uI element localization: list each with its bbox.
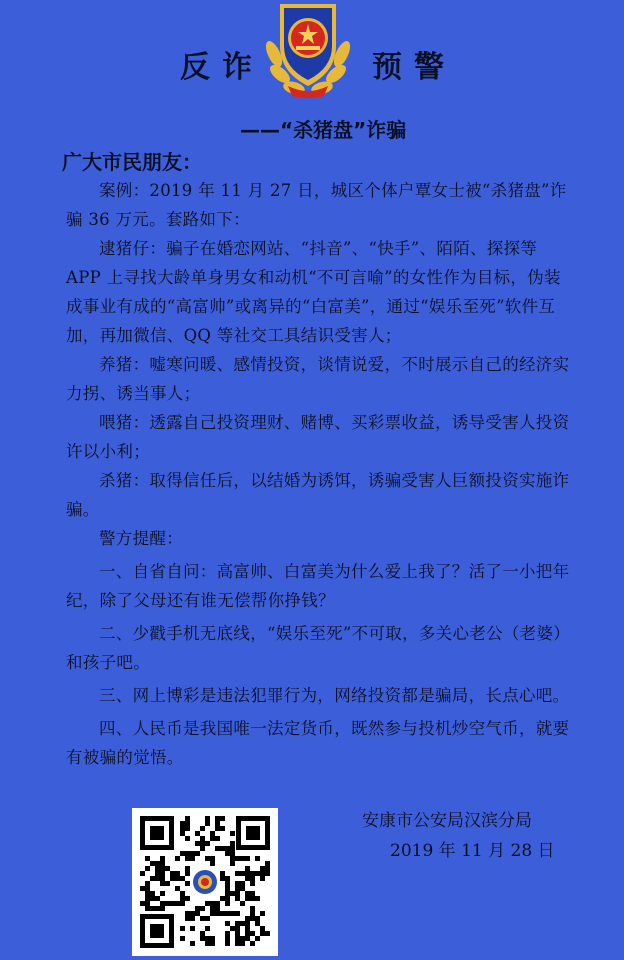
reminder-1: 一、自省自问：高富帅、白富美为什么爱上我了？活了一小把年纪，除了父母还有谁无偿帮你挣钱？ [66, 562, 570, 610]
step-catch-paragraph: 逮猪仔：骗子在婚恋网站、“抖音”、“快手”、陌陌、探探等 APP 上寻找大龄单身男女和动机“不可言喻”的女性作为目标，伪装成事业有成的“高富帅”或离异的“白富美”，通过“娱乐至死”软件互加，再加微信、QQ 等社交工具结识受害人； [66, 239, 561, 345]
step-kill-paragraph: 杀猪：取得信任后，以结婚为诱饵，诱骗受害人巨额投资实施诈骗。 [66, 471, 570, 519]
signature-org: 安康市公安局汉滨分局 [362, 811, 532, 831]
police-badge-icon [193, 870, 217, 894]
signature-date: 2019 年 11 月 28 日 [390, 841, 555, 861]
qr-code[interactable] [132, 808, 278, 956]
header [0, 0, 624, 100]
title-right: 预警 [372, 50, 456, 85]
body-text [66, 176, 572, 772]
police-emblem-icon [262, 0, 354, 100]
reminder-2: 二、少戳手机无底线，“娱乐至死”不可取，多关心老公（老婆）和孩子吧。 [66, 624, 571, 672]
step-raise-paragraph: 养猪：嘘寒问暖、感情投资，谈情说爱，不时展示自己的经济实力拐、诱当事人； [66, 355, 570, 403]
case-paragraph: 案例：2019 年 11 月 27 日，城区个体户覃女士被“杀猪盘”诈骗 36 万元。套路如下： [66, 181, 567, 229]
reminder-3: 三、网上博彩是违法犯罪行为，网络投资都是骗局，长点心吧。 [99, 686, 570, 705]
title-left: 反诈 [180, 50, 264, 85]
police-reminder-heading: 警方提醒： [99, 529, 183, 548]
greeting: 广大市民朋友： [62, 150, 202, 174]
reminder-4: 四、人民币是我国唯一法定货币，既然参与投机炒空气币，就要有被骗的觉悟。 [66, 719, 570, 767]
qr-code-icon [132, 808, 278, 956]
subtitle: ——“杀猪盘”诈骗 [240, 118, 407, 142]
step-feed-paragraph: 喂猪：透露自己投资理财、赌博、买彩票收益，诱导受害人投资许以小利； [66, 413, 570, 461]
